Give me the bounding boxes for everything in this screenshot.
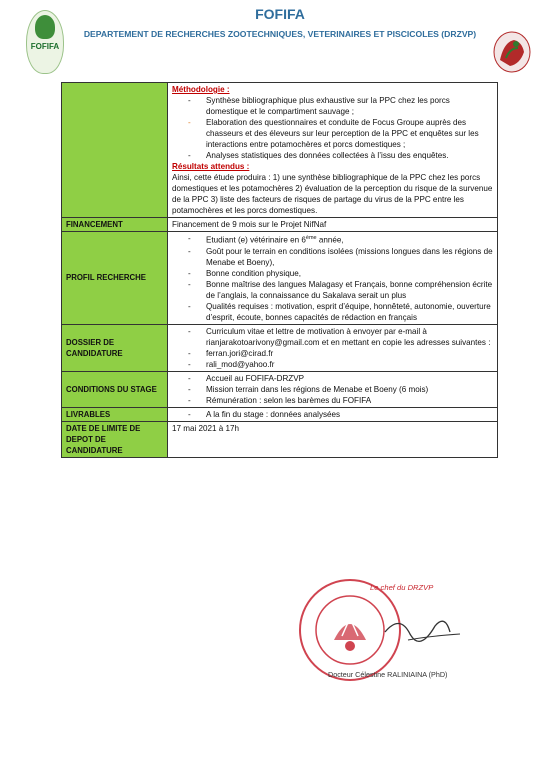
results-text: Ainsi, cette étude produira : 1) une synthèse bibliographique de la PPC chez les porcs domestiques et les potamochères 2) évaluation de la perception du risque de la survenue de la PPC 3) liste des facteurs de risques de partage du virus de la PPC entre les potamochères et les porcs domestiques.: [172, 173, 493, 215]
list-item-text: Bonne maîtrise des langues Malagasy et Français, bonne compréhension écrite de l’anglais, la connaissance du Sakalava serait un plus: [206, 279, 493, 300]
list-dash: -: [188, 373, 191, 383]
list-dash: -: [188, 151, 191, 160]
conditions-list: [172, 373, 493, 406]
list-item-text: Synthèse bibliographique plus exhaustive sur la PPC chez les porcs domestique et le compartiment sauvage ;: [206, 96, 450, 116]
department-title: DEPARTEMENT DE RECHERCHES ZOOTECHNIQUES, VETERINAIRES ET PISCICOLES (DRZVP): [83, 29, 477, 39]
methodology-heading: Méthodologie :: [172, 85, 230, 94]
profil-cell: [168, 232, 498, 325]
list-item-text: année,: [316, 235, 344, 245]
date-limite-value: 17 mai 2021 à 17h: [168, 421, 498, 457]
conditions-cell: [168, 371, 498, 407]
list-item: [172, 326, 493, 348]
table-row: [62, 371, 498, 407]
drzvp-logo-icon: [492, 30, 532, 74]
list-item: [172, 359, 493, 370]
list-dash: -: [188, 96, 191, 105]
list-item-text: Etudiant (e) vétérinaire en 6: [206, 235, 306, 245]
fofifa-logo: [26, 10, 64, 74]
dossier-list: [172, 326, 493, 370]
list-item: [172, 395, 493, 406]
list-item-text: Analyses statistiques des données collectées à l’issu des enquêtes.: [206, 151, 449, 160]
financement-label: FINANCEMENT: [62, 218, 168, 232]
list-item-text: Elaboration des questionnaires et conduite de Focus Groupe auprès des chasseurs et des éleveurs sur leur perception de la PPC et enquêtes sur les interactions entre potamochères et porcs domestiques ;: [206, 118, 479, 149]
page-header: [0, 0, 553, 80]
list-item-text: Accueil au FOFIFA-DRZVP: [206, 373, 305, 383]
list-dash: -: [188, 118, 191, 127]
list-item: [172, 301, 493, 323]
list-item-text: Mission terrain dans les régions de Menabe et Boeny (6 mois): [206, 384, 429, 394]
list-item-text: Rémunération : selon les barèmes du FOFIFA: [206, 395, 372, 405]
list-item: [172, 348, 493, 359]
list-dash: -: [188, 326, 191, 336]
table-row: [62, 421, 498, 457]
financement-value: Financement de 9 mois sur le Projet NifNaf: [168, 218, 498, 232]
list-item: [172, 95, 493, 117]
list-item: [172, 117, 493, 150]
list-dash: -: [188, 384, 191, 394]
list-dash: -: [188, 348, 191, 358]
table-row: [62, 232, 498, 325]
list-item: [172, 409, 493, 420]
empty-label-cell: [62, 83, 168, 218]
list-item-text: Bonne condition physique,: [206, 268, 301, 278]
email-text: ferran.jori@cirad.fr: [206, 348, 274, 358]
table-row: [62, 83, 498, 218]
list-item-text: A la fin du stage : données analysées: [206, 409, 341, 419]
table-row: [62, 324, 498, 371]
list-item: [172, 268, 493, 279]
profil-list: [172, 233, 493, 323]
list-dash: -: [188, 246, 191, 256]
email-text: rali_mod@yahoo.fr: [206, 359, 275, 369]
list-item: [172, 384, 493, 395]
list-item: [172, 279, 493, 301]
list-item: [172, 233, 493, 246]
table-row: [62, 218, 498, 232]
list-item-text: Qualités requises : motivation, esprit d’équipe, honnêteté, autonomie, ouverture d’esprit, écoute, bonnes capacités de rédaction en français: [206, 301, 491, 322]
list-dash: -: [188, 279, 191, 289]
list-item-text: Goût pour le terrain en conditions isolées (missions longues dans les régions de Menabe et Boeny),: [206, 246, 493, 267]
methodology-cell: [168, 83, 498, 218]
logo-text: FOFIFA: [30, 42, 60, 51]
profil-label: PROFIL RECHERCHE: [62, 232, 168, 325]
list-dash: -: [188, 359, 191, 369]
date-limite-label: DATE DE LIMITE DE DEPOT DE CANDIDATURE: [62, 421, 168, 457]
livrables-cell: [168, 407, 498, 421]
signatory-name: Docteur Célestine RALINIAINA (PhD): [328, 670, 448, 679]
conditions-label: CONDITIONS DU STAGE: [62, 371, 168, 407]
superscript: ème: [305, 235, 317, 241]
dossier-cell: [168, 324, 498, 371]
org-title: FOFIFA: [255, 6, 305, 22]
methodology-list: [172, 95, 493, 161]
dossier-label: DOSSIER DE CANDIDATURE: [62, 324, 168, 371]
livrables-list: [172, 409, 493, 420]
list-dash: -: [188, 301, 191, 311]
list-item: [172, 150, 493, 161]
leaf-icon: [35, 15, 55, 39]
signatory-title: Le chef du DRZVP: [370, 583, 434, 592]
table-row: [62, 407, 498, 421]
list-dash: -: [188, 234, 191, 243]
list-dash: -: [188, 268, 191, 278]
list-item: [172, 246, 493, 268]
offer-table: [61, 82, 498, 458]
livrables-label: LIVRABLES: [62, 407, 168, 421]
results-heading: Résultats attendus :: [172, 162, 250, 171]
list-dash: -: [188, 395, 191, 405]
list-item-text: Curriculum vitae et lettre de motivation à envoyer par e-mail à rianjarakotoarivony@gmail.com et en mettant en copie les adresses suivantes :: [206, 326, 491, 347]
list-dash: -: [188, 409, 191, 419]
list-item: [172, 373, 493, 384]
